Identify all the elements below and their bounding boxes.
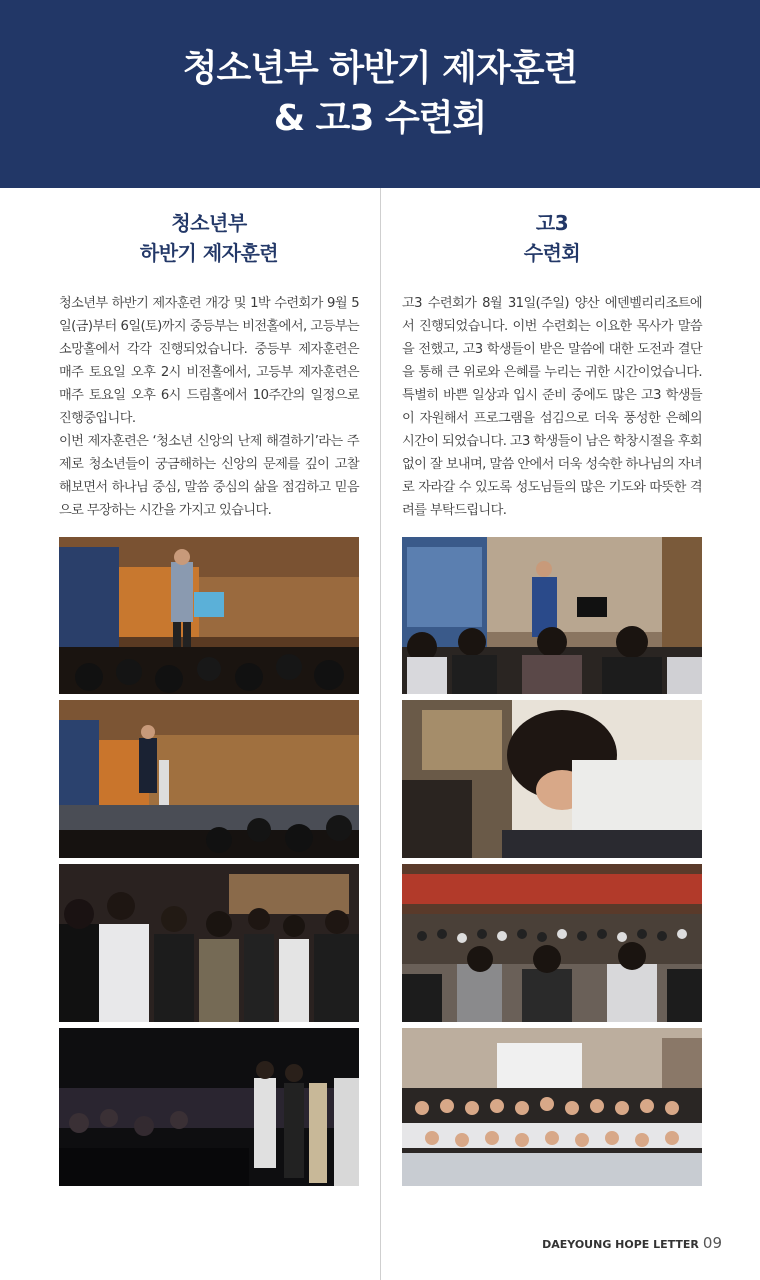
page-title-line1: 청소년부 하반기 제자훈련 (182, 48, 578, 89)
left-column (59, 188, 359, 522)
right-section-title (402, 208, 702, 268)
left-title-line1: 청소년부 (171, 211, 247, 235)
right-paragraph-1: 고3 수련회가 8월 31일(주일) 양산 에덴벨리리조트에서 진행되었습니다. 이번 수련회는 이요한 목사가 말씀을 전했고, 고3 학생들이 받은 말씀에 대한 도전과 결단을 통해 큰 위로와 은혜를 누리는 귀한 시간이었습니다. 특별히 바쁜 일상과 입시 준비 중에도 많은 고3 학생들이 자원해서 프로그램을 섬김으로 더욱 풍성한 은혜의 시간이 되었습니다. 고3 학생들이 남은 학창시절을 후회 없이 잘 보내며, 말씀 안에서 더욱 성숙한 하나님의 자녀로 자라갈 수 있도록 성도님들의 많은 기도와 따뜻한 격려를 부탁드립니다. (402, 296, 702, 518)
photo-retreat-speaker (402, 537, 702, 694)
photo-worship-hands (59, 1028, 359, 1186)
right-title-line2: 수련회 (523, 241, 581, 265)
right-column (402, 188, 702, 522)
header-banner (0, 0, 760, 188)
page-number: 09 (702, 1234, 722, 1252)
left-section-title (59, 208, 359, 268)
column-divider (380, 188, 381, 1280)
photo-speaker-hall (59, 537, 359, 694)
left-article-body (59, 292, 359, 522)
page-footer (542, 1234, 722, 1252)
photo-students-praying (59, 864, 359, 1022)
photo-student-praying (402, 700, 702, 858)
footer-brand: DAEYOUNG HOPE LETTER (542, 1238, 699, 1251)
page-title-line2: & 고3 수련회 (273, 98, 487, 139)
photo-group-photo (402, 1028, 702, 1186)
photo-speaker-podium (59, 700, 359, 858)
left-paragraph-2: 이번 제자훈련은 ‘청소년 신앙의 난제 해결하기’라는 주제로 청소년들이 궁금해하는 신앙의 문제를 깊이 고찰해보면서 하나님 중심, 말씀 중심의 삶을 점검하고 믿음으로 무장하는 시간을 가지고 있습니다. (59, 434, 359, 518)
left-paragraph-1: 청소년부 하반기 제자훈련 개강 및 1박 수련회가 9월 5일(금)부터 6일(토)까지 중등부는 비전홀에서, 고등부는 소망홀에서 각각 진행되었습니다. 중등부 제자훈련은 매주 토요일 오후 2시 비전홀에서, 고등부 제자훈련은 매주 토요일 오후 6시 드림홀에서 10주간의 일정으로 진행중입니다. (59, 296, 359, 426)
right-article-body (402, 292, 702, 522)
left-title-line2: 하반기 제자훈련 (139, 241, 279, 265)
photo-students-circle (402, 864, 702, 1022)
right-title-line1: 고3 (535, 211, 569, 235)
